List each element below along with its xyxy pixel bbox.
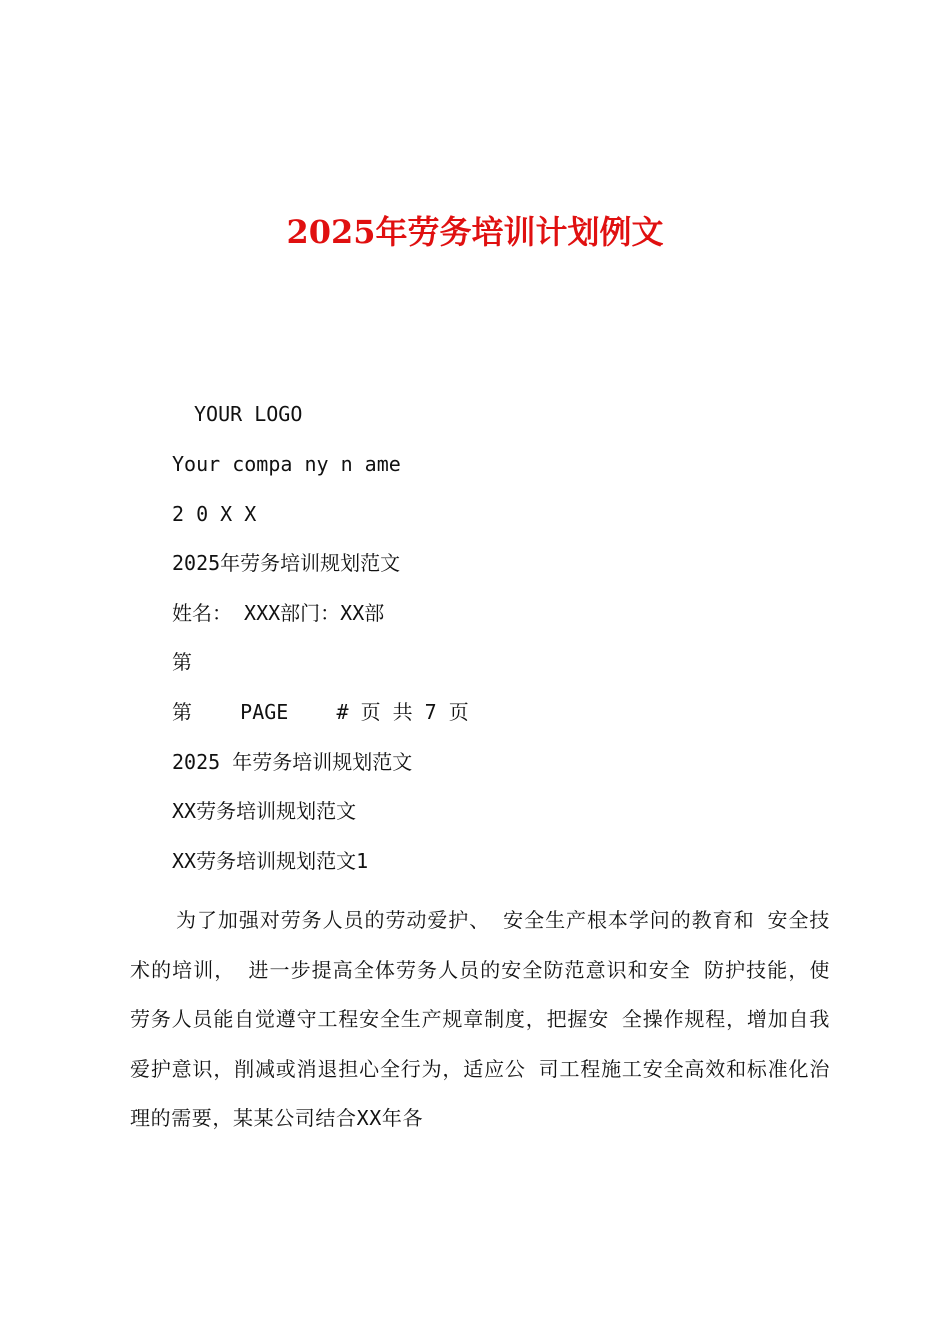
company-name: Your compa ny n ame (172, 452, 401, 476)
logo-text: YOUR LOGO (194, 402, 303, 426)
section-heading: XX劳务培训规划范文 (172, 799, 357, 823)
page-prefix: 第 (172, 650, 192, 674)
doc-title-2: 2025 年劳务培训规划范文 (172, 750, 413, 774)
doc-title-1: 2025年劳务培训规划范文 (172, 551, 401, 575)
document-title: 2025年劳务培训计划例文 (286, 213, 664, 251)
subsection-heading: XX劳务培训规划范文1 (172, 849, 369, 873)
year-placeholder: 2 0 X X (172, 502, 257, 526)
name-department-line: 姓名： XXX部门：XX部 (172, 601, 385, 625)
page-number-field: 第 PAGE # 页 共 7 页 (172, 700, 469, 724)
body-paragraph: 为了加强对劳务人员的劳动爱护、 安全生产根本学问的教育和 安全技术的培训， 进一步提高全体劳务人员的安全防范意识和安全 防护技能，使劳务人员能自觉遵守工程安全生产规章制度，把握安 全操作规程，增加自我爱护意识，削减或消退担心全行为，适应公 司工程施工安全高效和标准化治理的需要，某某公司结合XX年各 (130, 908, 830, 1130)
